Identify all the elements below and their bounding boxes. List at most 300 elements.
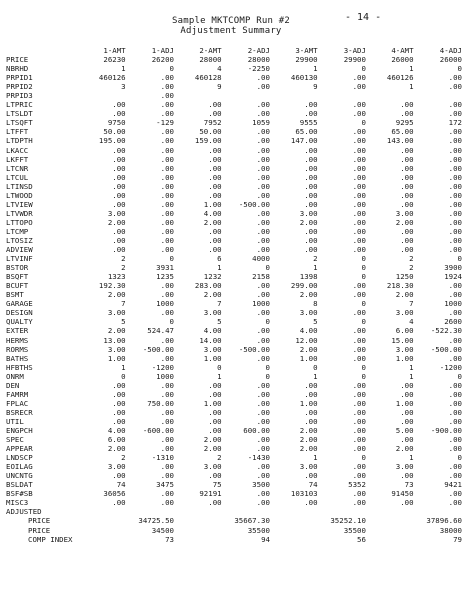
table-cell: 2.00 bbox=[203, 435, 222, 445]
table-cell: .00 bbox=[352, 109, 366, 119]
table-cell: 56 bbox=[357, 534, 366, 544]
row-label: BATHS bbox=[6, 353, 29, 363]
table-cell: .00 bbox=[256, 245, 270, 255]
table-cell: .00 bbox=[208, 226, 222, 236]
row-label: BCUFT bbox=[6, 281, 29, 291]
table-cell: 50.00 bbox=[103, 127, 126, 137]
table-cell: 2.00 bbox=[299, 290, 318, 300]
table-cell: .00 bbox=[160, 73, 174, 83]
table-cell: 1000 bbox=[156, 371, 174, 381]
table-cell: .00 bbox=[448, 489, 462, 499]
table-cell: .00 bbox=[400, 416, 414, 426]
row-label: PRICE bbox=[28, 516, 51, 526]
table-cell: .00 bbox=[352, 380, 366, 390]
table-row bbox=[6, 227, 462, 236]
table-cell: .00 bbox=[448, 172, 462, 182]
table-cell: .00 bbox=[160, 498, 174, 508]
table-cell bbox=[174, 535, 222, 544]
row-label: BSTOR bbox=[6, 263, 29, 273]
table-cell: 0 bbox=[265, 371, 270, 381]
row-label: PRICE bbox=[6, 55, 29, 65]
table-row bbox=[6, 100, 462, 109]
table-cell: 4.00 bbox=[299, 326, 318, 336]
table-row bbox=[6, 200, 462, 209]
table-row bbox=[6, 480, 462, 489]
row-label: RORMS bbox=[6, 344, 29, 354]
table-cell: -1430 bbox=[247, 453, 270, 463]
row-label: EOILAG bbox=[6, 462, 33, 472]
table-cell: 28000 bbox=[247, 55, 270, 65]
table-cell: .00 bbox=[448, 82, 462, 92]
page-number: - 14 - bbox=[345, 12, 382, 23]
table-cell: .00 bbox=[112, 181, 126, 191]
table-cell: 34725.50 bbox=[138, 516, 174, 526]
table-row bbox=[6, 390, 462, 399]
table-cell: .00 bbox=[352, 462, 366, 472]
table-cell bbox=[270, 91, 318, 100]
table-cell: .00 bbox=[304, 498, 318, 508]
table-cell: .00 bbox=[400, 245, 414, 255]
table-cell: 1232 bbox=[203, 272, 222, 282]
table-cell: .00 bbox=[160, 217, 174, 227]
table-cell: 7952 bbox=[203, 118, 222, 128]
table-cell: 0 bbox=[361, 453, 366, 463]
table-cell: .00 bbox=[448, 73, 462, 83]
row-label: FPLAC bbox=[6, 398, 29, 408]
table-cell: 103103 bbox=[290, 489, 318, 499]
row-label: BSLDAT bbox=[6, 480, 33, 490]
table-cell: .00 bbox=[160, 245, 174, 255]
table-cell: 3.00 bbox=[203, 308, 222, 318]
header-spacer bbox=[6, 46, 83, 55]
table-cell: 1250 bbox=[395, 272, 414, 282]
table-cell: 1 bbox=[409, 64, 414, 74]
table-cell: .00 bbox=[352, 389, 366, 399]
table-cell: .00 bbox=[304, 407, 318, 417]
table-cell: 0 bbox=[361, 64, 366, 74]
table-cell: .00 bbox=[208, 163, 222, 173]
table-cell: .00 bbox=[448, 154, 462, 164]
table-cell: 9555 bbox=[299, 118, 318, 128]
table-cell: 38000 bbox=[439, 525, 462, 535]
table-cell bbox=[174, 91, 222, 100]
table-cell: .00 bbox=[256, 498, 270, 508]
row-label: EXTER bbox=[6, 326, 29, 336]
table-cell: 2158 bbox=[252, 272, 270, 282]
table-cell: 0 bbox=[457, 371, 462, 381]
table-cell: .00 bbox=[352, 145, 366, 155]
table-cell: 75 bbox=[212, 480, 222, 490]
table-cell: 2 bbox=[409, 254, 414, 264]
table-cell: .00 bbox=[208, 172, 222, 182]
table-cell: 0 bbox=[265, 362, 270, 372]
table-cell: .00 bbox=[160, 127, 174, 137]
table-cell: .00 bbox=[352, 344, 366, 354]
table-cell: .00 bbox=[160, 281, 174, 291]
table-cell: .00 bbox=[256, 136, 270, 146]
table-cell: .00 bbox=[304, 416, 318, 426]
table-cell bbox=[270, 525, 318, 534]
row-label: PRPID2 bbox=[6, 82, 33, 92]
table-cell: 0 bbox=[169, 254, 174, 264]
table-cell: .00 bbox=[256, 435, 270, 445]
table-row bbox=[6, 372, 462, 381]
table-cell: .00 bbox=[208, 389, 222, 399]
table-row bbox=[6, 245, 462, 254]
table-cell: .00 bbox=[160, 236, 174, 245]
row-label: LTDPTH bbox=[6, 136, 33, 146]
table-cell: 26000 bbox=[439, 55, 462, 65]
row-label: LTOSIZ bbox=[6, 236, 33, 245]
row-label: LTVIEW bbox=[6, 199, 33, 209]
table-cell: .00 bbox=[160, 389, 174, 399]
table-cell: .00 bbox=[304, 190, 318, 200]
table-cell: 1 bbox=[409, 371, 414, 381]
table-cell: .00 bbox=[352, 163, 366, 173]
table-cell: 2600 bbox=[444, 317, 462, 327]
table-cell: 1000 bbox=[444, 299, 462, 309]
row-label: FAMRM bbox=[6, 389, 29, 399]
table-row bbox=[6, 55, 462, 64]
table-row bbox=[6, 254, 462, 263]
table-cell: .00 bbox=[448, 353, 462, 363]
table-cell: 9750 bbox=[107, 118, 126, 128]
table-cell: .00 bbox=[256, 471, 270, 481]
table-cell: 143.00 bbox=[386, 136, 414, 146]
table-cell: .00 bbox=[160, 199, 174, 209]
row-label: LTSQFT bbox=[6, 118, 33, 128]
table-cell: .00 bbox=[448, 308, 462, 318]
table-cell: .00 bbox=[208, 100, 222, 110]
table-cell: .00 bbox=[208, 145, 222, 155]
adjustment-table bbox=[6, 46, 462, 544]
table-row bbox=[6, 299, 462, 308]
table-cell: 3.00 bbox=[299, 308, 318, 318]
table-cell: 1.00 bbox=[395, 353, 414, 363]
table-cell: 3500 bbox=[252, 480, 270, 490]
table-cell: 600.00 bbox=[243, 425, 270, 435]
table-cell: .00 bbox=[256, 172, 270, 182]
table-row bbox=[6, 164, 462, 173]
table-row bbox=[6, 435, 462, 444]
table-cell: .00 bbox=[160, 353, 174, 363]
table-cell bbox=[318, 91, 366, 100]
table-cell: .00 bbox=[352, 236, 366, 245]
table-cell: .00 bbox=[112, 498, 126, 508]
table-cell: .00 bbox=[448, 245, 462, 255]
column-header: 4-AMT bbox=[391, 46, 414, 56]
table-cell: 2.00 bbox=[107, 290, 126, 300]
table-row bbox=[6, 399, 462, 408]
table-cell: .00 bbox=[352, 353, 366, 363]
table-cell: 159.00 bbox=[194, 136, 222, 146]
table-cell: 1.00 bbox=[107, 353, 126, 363]
table-cell: 29900 bbox=[343, 55, 366, 65]
table-cell: .00 bbox=[448, 208, 462, 218]
table-row bbox=[6, 173, 462, 182]
table-cell: 4000 bbox=[252, 254, 270, 264]
table-cell bbox=[366, 91, 414, 100]
table-cell: .00 bbox=[256, 281, 270, 291]
table-cell: -500.00 bbox=[430, 344, 462, 354]
table-cell: .00 bbox=[208, 471, 222, 481]
table-cell: .00 bbox=[208, 380, 222, 390]
table-cell: 6.00 bbox=[107, 435, 126, 445]
table-cell: 1.00 bbox=[203, 398, 222, 408]
row-label: HERMS bbox=[6, 335, 29, 345]
table-cell: 1.00 bbox=[299, 353, 318, 363]
table-cell: .00 bbox=[160, 290, 174, 300]
table-cell: 195.00 bbox=[98, 136, 126, 146]
table-cell: .00 bbox=[160, 380, 174, 390]
table-cell: .00 bbox=[256, 127, 270, 137]
table-cell: 0 bbox=[361, 272, 366, 282]
table-cell: .00 bbox=[112, 245, 126, 255]
table-cell: .00 bbox=[256, 353, 270, 363]
table-cell: .00 bbox=[160, 407, 174, 417]
table-cell bbox=[83, 91, 126, 100]
column-header: 2-AMT bbox=[199, 46, 222, 56]
table-cell: 5.00 bbox=[395, 425, 414, 435]
column-header-row bbox=[6, 46, 462, 55]
table-row bbox=[6, 408, 462, 417]
table-cell: .00 bbox=[304, 226, 318, 236]
table-row bbox=[6, 336, 462, 345]
table-cell: .00 bbox=[400, 181, 414, 191]
table-cell: .00 bbox=[448, 416, 462, 426]
table-cell: .00 bbox=[448, 109, 462, 119]
table-cell: .00 bbox=[256, 335, 270, 345]
table-cell: .00 bbox=[448, 444, 462, 454]
table-cell: 91450 bbox=[391, 489, 414, 499]
table-cell: .00 bbox=[160, 91, 174, 101]
table-cell: .00 bbox=[400, 236, 414, 245]
table-cell: .00 bbox=[208, 498, 222, 508]
table-cell: .00 bbox=[304, 199, 318, 209]
table-cell: .00 bbox=[448, 407, 462, 417]
table-cell: .00 bbox=[352, 199, 366, 209]
table-cell: 2 bbox=[313, 254, 318, 264]
table-row bbox=[6, 82, 462, 91]
table-cell bbox=[270, 535, 318, 544]
table-cell: 0 bbox=[457, 453, 462, 463]
table-cell: .00 bbox=[160, 489, 174, 499]
table-cell: .00 bbox=[208, 407, 222, 417]
table-cell: .00 bbox=[352, 245, 366, 255]
table-cell: 1000 bbox=[156, 299, 174, 309]
table-cell: .00 bbox=[208, 109, 222, 119]
table-cell: .00 bbox=[256, 326, 270, 336]
table-cell: .00 bbox=[448, 335, 462, 345]
table-cell: 9 bbox=[313, 82, 318, 92]
table-body bbox=[6, 55, 462, 544]
table-cell: .00 bbox=[256, 462, 270, 472]
table-cell: .00 bbox=[448, 226, 462, 236]
table-row bbox=[6, 272, 462, 281]
row-label: QUALTY bbox=[6, 317, 33, 327]
table-cell: .00 bbox=[448, 217, 462, 227]
table-cell: .00 bbox=[352, 181, 366, 191]
table-cell: 0 bbox=[457, 254, 462, 264]
row-label: LTTOPO bbox=[6, 217, 33, 227]
row-label: PRPID3 bbox=[6, 91, 33, 101]
table-cell: 0 bbox=[169, 317, 174, 327]
table-cell: 2 bbox=[121, 263, 126, 273]
report-subtitle: Adjustment Summary bbox=[180, 26, 282, 36]
table-row bbox=[6, 462, 462, 471]
table-cell: -2250 bbox=[247, 64, 270, 74]
table-cell: 1235 bbox=[156, 272, 174, 282]
table-cell: .00 bbox=[352, 335, 366, 345]
table-cell: .00 bbox=[448, 498, 462, 508]
table-row bbox=[6, 453, 462, 462]
table-cell: 1 bbox=[409, 82, 414, 92]
table-cell: 7 bbox=[217, 299, 222, 309]
table-cell: 2 bbox=[121, 254, 126, 264]
row-label: LTCNR bbox=[6, 163, 29, 173]
table-cell: .00 bbox=[352, 308, 366, 318]
table-cell: 3.00 bbox=[107, 344, 126, 354]
table-cell: .00 bbox=[112, 407, 126, 417]
table-cell: .00 bbox=[256, 82, 270, 92]
table-cell: .00 bbox=[256, 444, 270, 454]
table-cell: .00 bbox=[256, 416, 270, 426]
table-cell: 524.47 bbox=[147, 326, 174, 336]
table-cell: .00 bbox=[352, 217, 366, 227]
table-row bbox=[6, 444, 462, 453]
table-cell: 9421 bbox=[444, 480, 462, 490]
table-cell: 2.00 bbox=[299, 435, 318, 445]
table-cell: 1 bbox=[121, 362, 126, 372]
table-cell: 9295 bbox=[395, 118, 414, 128]
table-cell: .00 bbox=[448, 389, 462, 399]
table-cell: 35667.30 bbox=[234, 516, 270, 526]
table-cell: 5 bbox=[217, 317, 222, 327]
table-cell: .00 bbox=[256, 100, 270, 110]
table-cell: .00 bbox=[352, 435, 366, 445]
table-cell: 2.00 bbox=[107, 444, 126, 454]
table-cell: 2 bbox=[409, 263, 414, 273]
table-cell: 1.00 bbox=[203, 199, 222, 209]
table-cell: .00 bbox=[256, 190, 270, 200]
table-cell: .00 bbox=[448, 236, 462, 245]
table-cell: .00 bbox=[448, 190, 462, 200]
table-row bbox=[6, 345, 462, 354]
table-cell: .00 bbox=[304, 181, 318, 191]
table-cell: 6.00 bbox=[395, 326, 414, 336]
table-cell: -500.00 bbox=[238, 199, 270, 209]
table-cell: .00 bbox=[304, 236, 318, 245]
table-cell: .00 bbox=[256, 226, 270, 236]
row-label: LTVWDR bbox=[6, 208, 33, 218]
table-cell: 73 bbox=[404, 480, 414, 490]
table-cell: .00 bbox=[256, 163, 270, 173]
table-cell: .00 bbox=[400, 109, 414, 119]
column-header: 3-AMT bbox=[295, 46, 318, 56]
table-cell bbox=[366, 516, 414, 525]
table-cell: 94 bbox=[261, 534, 270, 544]
table-cell: 3.00 bbox=[203, 462, 222, 472]
table-cell: 8 bbox=[313, 299, 318, 309]
table-cell: 2.00 bbox=[203, 217, 222, 227]
table-cell: .00 bbox=[208, 181, 222, 191]
table-cell: .00 bbox=[352, 425, 366, 435]
table-cell: 460126 bbox=[98, 73, 126, 83]
table-cell: .00 bbox=[304, 100, 318, 110]
table-cell: 36056 bbox=[103, 489, 126, 499]
table-cell: 12.00 bbox=[295, 335, 318, 345]
table-cell: .00 bbox=[112, 389, 126, 399]
table-cell: 3.00 bbox=[107, 208, 126, 218]
table-cell: 37896.60 bbox=[426, 516, 462, 526]
table-cell: 1.00 bbox=[203, 353, 222, 363]
table-cell: .00 bbox=[256, 109, 270, 119]
table-cell: .00 bbox=[112, 190, 126, 200]
table-cell: .00 bbox=[208, 236, 222, 245]
table-cell: .00 bbox=[112, 380, 126, 390]
row-label: GARAGE bbox=[6, 299, 33, 309]
report-title: Sample MKTCOMP Run #2 bbox=[172, 16, 290, 26]
table-cell bbox=[83, 535, 126, 544]
table-cell: .00 bbox=[112, 154, 126, 164]
table-cell: 3475 bbox=[156, 480, 174, 490]
table-cell: .00 bbox=[352, 127, 366, 137]
table-cell: .00 bbox=[352, 416, 366, 426]
table-cell: .00 bbox=[400, 100, 414, 110]
table-cell: 7 bbox=[121, 299, 126, 309]
row-label: PRPID1 bbox=[6, 73, 33, 83]
table-cell: .00 bbox=[160, 145, 174, 155]
table-cell: 5352 bbox=[348, 480, 366, 490]
table-cell bbox=[174, 525, 222, 534]
table-cell: .00 bbox=[160, 308, 174, 318]
table-cell bbox=[366, 535, 414, 544]
row-label: LTSLDT bbox=[6, 109, 33, 119]
table-cell: 2 bbox=[121, 453, 126, 463]
table-cell: .00 bbox=[160, 226, 174, 236]
table-row bbox=[6, 489, 462, 498]
row-label: LTVINF bbox=[6, 254, 33, 264]
table-cell: .00 bbox=[400, 380, 414, 390]
table-cell: 1 bbox=[313, 64, 318, 74]
table-cell bbox=[174, 516, 222, 525]
table-cell: 35500 bbox=[247, 525, 270, 535]
table-cell: 2.00 bbox=[203, 444, 222, 454]
table-cell: .00 bbox=[256, 73, 270, 83]
table-cell: 0 bbox=[169, 64, 174, 74]
table-cell: .00 bbox=[208, 190, 222, 200]
summary-row bbox=[6, 516, 462, 525]
table-cell: .00 bbox=[304, 163, 318, 173]
table-cell: 35500 bbox=[343, 525, 366, 535]
table-cell: .00 bbox=[112, 109, 126, 119]
row-label: COMP INDEX bbox=[28, 534, 73, 544]
table-cell: 1 bbox=[409, 362, 414, 372]
table-cell: .00 bbox=[400, 154, 414, 164]
table-cell: .00 bbox=[304, 380, 318, 390]
table-row bbox=[6, 182, 462, 191]
row-label: PRICE bbox=[28, 525, 51, 535]
table-cell: 2.00 bbox=[395, 217, 414, 227]
table-cell: 74 bbox=[308, 480, 318, 490]
table-cell: 2.00 bbox=[299, 425, 318, 435]
table-cell: .00 bbox=[160, 462, 174, 472]
table-cell: .00 bbox=[256, 290, 270, 300]
row-label: LTPRIC bbox=[6, 100, 33, 110]
table-cell: -1310 bbox=[151, 453, 174, 463]
table-cell bbox=[83, 525, 126, 534]
table-cell: .00 bbox=[352, 73, 366, 83]
